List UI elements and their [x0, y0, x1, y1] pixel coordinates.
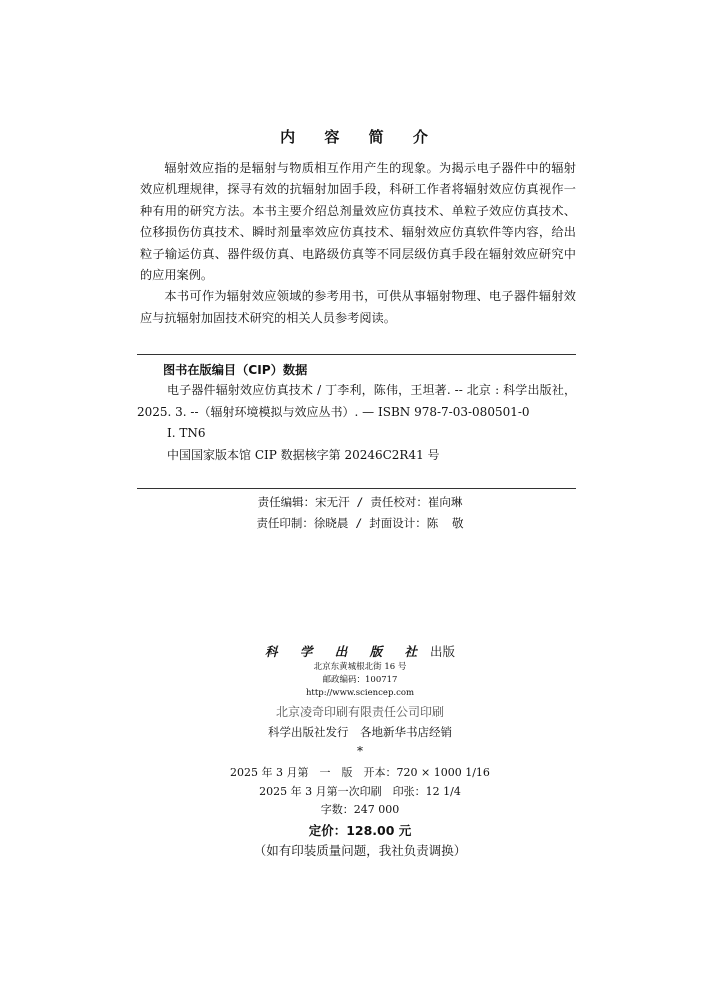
printer-line: 北京凌奇印刷有限责任公司印刷	[275, 705, 444, 719]
publisher-website: http://www.sciencep.com	[305, 688, 415, 698]
cip-body	[137, 380, 576, 466]
cip-classification: Ⅰ. TN6	[167, 426, 206, 440]
separator-star: *	[357, 744, 363, 758]
cip-heading: 图书在版编目（CIP）数据	[163, 363, 308, 377]
intro-paragraph-2: 本书可作为辐射效应领域的参考用书，可供从事辐射物理、电子器件辐射效应与抗辐射加固技术研究的相关人员参考阅读。	[140, 289, 576, 325]
editors-line-1: 责任编辑：宋无汗 / 责任校对：崔向琳	[257, 495, 463, 509]
intro-paragraph-1: 辐射效应指的是辐射与物质相互作用产生的现象。为揭示电子器件中的辐射效应机理规律，探寻有效的抗辐射加固手段，科研工作者将辐射效应仿真视作一种有用的研究方法。本书主要介绍总剂量效应仿真技术、单粒子效应仿真技术、位移损伤仿真技术、瞬时剂量率效应仿真技术、辐射效应仿真软件等内容，给出粒子输运仿真、器件级仿真、电路级仿真等不同层级仿真手段在辐射效应研究中的应用案例。	[140, 161, 576, 283]
publisher-suffix: 出版	[429, 644, 455, 659]
intro-title: 内 容 简 介	[280, 128, 440, 146]
editors-block	[0, 492, 720, 534]
printing-line: 2025 年 3 月第一次印刷 印张：12 1/4	[259, 785, 461, 798]
publisher-line	[0, 642, 720, 660]
price-line: 定价：128.00 元	[308, 823, 412, 838]
distribution-line: 科学出版社发行 各地新华书店经销	[268, 725, 452, 739]
word-count-line: 字数：247 000	[320, 803, 400, 816]
editors-line-2: 责任印制：徐晓晨 / 封面设计：陈 敬	[256, 516, 464, 530]
publisher-name: 科 学 出 版 社	[265, 644, 426, 659]
quality-note: （如有印装质量问题，我社负责调换）	[253, 843, 467, 858]
cip-description: 电子器件辐射效应仿真技术 / 丁李利，陈伟，王坦著. -- 北京 : 科学出版社，2025. 3. --（辐射环境模拟与效应丛书）. — ISBN 978-7-03-080501-0	[137, 383, 576, 419]
edition-line: 2025 年 3 月第 一 版 开本：720 × 1000 1/16	[230, 766, 490, 779]
publisher-address: 北京东黄城根北街 16 号	[313, 662, 407, 672]
intro-text	[140, 158, 576, 329]
cip-verification: 中国国家版本馆 CIP 数据核字第 20246C2R41 号	[167, 447, 440, 462]
publisher-postcode: 邮政编码：100717	[322, 675, 398, 685]
